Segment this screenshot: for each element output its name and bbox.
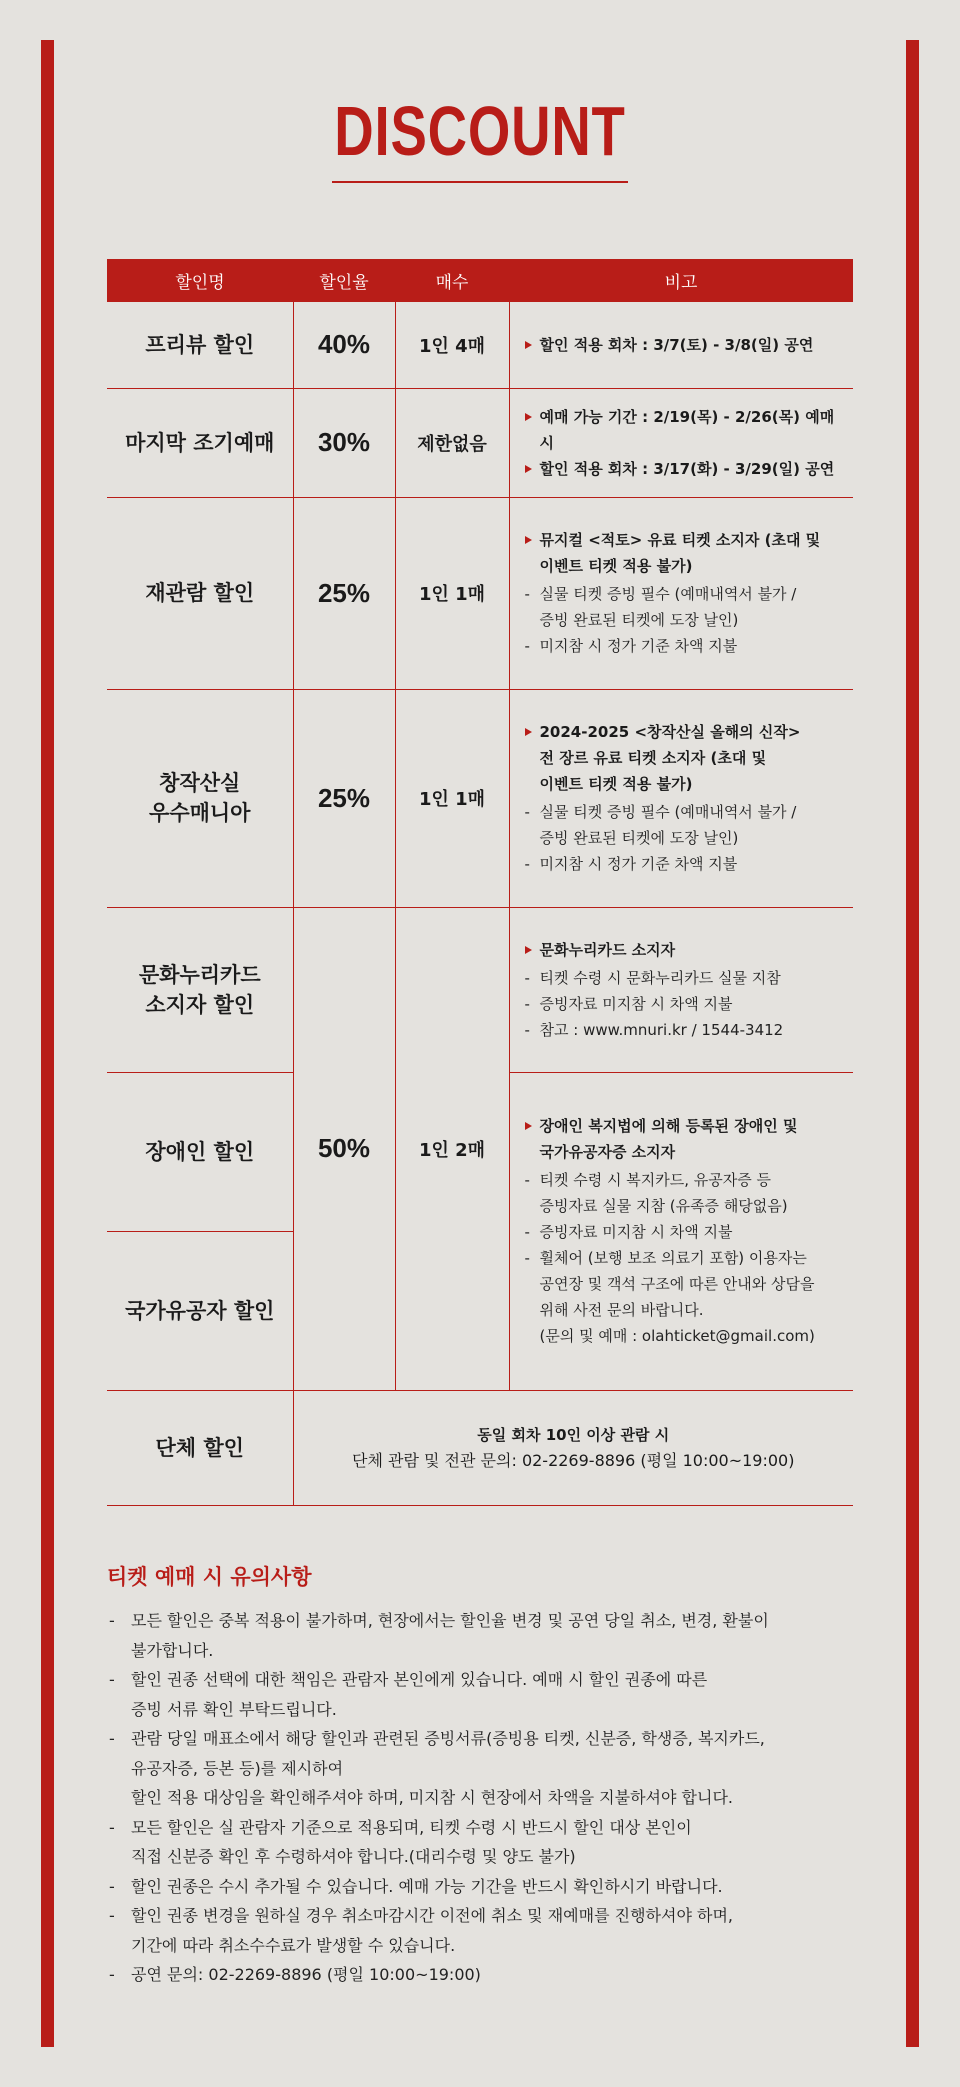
note-line: 증빙자료 실물 지참 (유족증 해당없음) xyxy=(539,1197,788,1215)
notice-item xyxy=(107,1665,827,1724)
table-row-preview xyxy=(107,302,853,388)
note-line: 2024-2025 <창작산실 올해의 신작> xyxy=(539,723,801,741)
discount-name: 국가유공자 할인 xyxy=(107,1231,293,1390)
note-highlight xyxy=(525,527,850,579)
page-title: DISCOUNT xyxy=(334,92,626,170)
notice-line: 불가합니다. xyxy=(131,1640,214,1660)
note-line: - 휠체어 (보행 보조 의료기 포함) 이용자는 xyxy=(539,1249,807,1267)
note-line: 전 장르 유료 티켓 소지자 (초대 및 xyxy=(539,749,767,767)
note-line: 증빙 완료된 티켓에 도장 날인) xyxy=(539,611,739,629)
note-dash-item xyxy=(525,1245,850,1349)
discount-note xyxy=(509,1072,853,1390)
discount-note xyxy=(509,689,853,907)
discount-rate: 25% xyxy=(293,689,395,907)
note-dash-item: - 티켓 수령 시 문화누리카드 실물 지참 xyxy=(525,965,850,991)
header-rate: 할인율 xyxy=(293,259,395,302)
note-highlight: 할인 적용 회차 : 3/17(화) - 3/29(일) 공연 xyxy=(525,456,850,482)
notice-line: 유공자증, 등본 등)를 제시하여 xyxy=(131,1758,344,1778)
note-dash-item xyxy=(525,799,850,851)
note-line: 이벤트 티켓 적용 불가) xyxy=(539,557,693,575)
discount-rate: 30% xyxy=(293,388,395,497)
title-underline xyxy=(332,181,628,183)
note-highlight xyxy=(525,719,850,797)
table-row-last-early xyxy=(107,388,853,497)
notice-line: - 관람 당일 매표소에서 해당 할인과 관련된 증빙서류(증빙용 티켓, 신분증, 학생증, 복지카드, xyxy=(131,1729,765,1748)
note-line: - 실물 티켓 증빙 필수 (예매내역서 불가 / xyxy=(539,803,797,821)
notice-line: - 할인 권종 선택에 대한 책임은 관람자 본인에게 있습니다. 예매 시 할인 권종에 따른 xyxy=(131,1670,708,1689)
note-dash-item: - 참고 : www.mnuri.kr / 1544-3412 xyxy=(525,1017,850,1043)
note-dash-item xyxy=(525,1167,850,1219)
discount-note xyxy=(509,388,853,497)
note-line: - 티켓 수령 시 복지카드, 유공자증 등 xyxy=(539,1171,771,1189)
group-discount-title: 동일 회차 10인 이상 관람 시 xyxy=(477,1425,670,1444)
name-line: 문화누리카드 xyxy=(138,962,261,987)
discount-note xyxy=(509,302,853,388)
note-line: 공연장 및 객석 구조에 따른 안내와 상담을 xyxy=(539,1275,815,1293)
discount-name: 재관람 할인 xyxy=(107,497,293,689)
discount-note xyxy=(509,907,853,1072)
name-line: 우수매니아 xyxy=(149,801,251,825)
note-highlight: 할인 적용 회차 : 3/7(토) - 3/8(일) 공연 xyxy=(525,332,850,358)
notice-line: - 모든 할인은 실 관람자 기준으로 적용되며, 티켓 수령 시 반드시 할인 대상 본인이 xyxy=(131,1817,692,1837)
note-line: 장애인 복지법에 의해 등록된 장애인 및 xyxy=(539,1117,798,1135)
notice-item xyxy=(107,1724,827,1813)
ticket-limit: 1인 1매 xyxy=(395,497,509,689)
notice-line: 기간에 따라 취소수수료가 발생할 수 있습니다. xyxy=(131,1935,456,1955)
table-row-changjak xyxy=(107,689,853,907)
group-discount-info xyxy=(293,1390,853,1505)
discount-rate: 40% xyxy=(293,302,395,388)
discount-name xyxy=(107,689,293,907)
header-qty: 매수 xyxy=(395,259,509,302)
note-dash-item: - 미지참 시 정가 기준 차액 지불 xyxy=(525,851,850,877)
ticket-limit: 1인 1매 xyxy=(395,689,509,907)
left-border-bar xyxy=(41,40,54,2047)
ticket-limit-shared: 1인 2매 xyxy=(395,907,509,1390)
notice-item xyxy=(107,1606,827,1665)
discount-name: 프리뷰 할인 xyxy=(107,302,293,388)
notice-line: - 공연 문의: 02-2269-8896 (평일 10:00~19:00) xyxy=(131,1965,481,1984)
notice-line: - 할인 권종 변경을 원하실 경우 취소마감시간 이전에 취소 및 재예매를 진행하셔야 하며, xyxy=(131,1906,733,1925)
notice-line: - 할인 권종은 수시 추가될 수 있습니다. 예매 가능 기간을 반드시 확인하시기 바랍니다. xyxy=(131,1876,723,1896)
name-line: 소지자 할인 xyxy=(145,992,255,1017)
notice-item xyxy=(107,1872,827,1902)
right-border-bar xyxy=(906,40,919,2047)
discount-rate-shared: 50% xyxy=(293,907,395,1390)
discount-name: 장애인 할인 xyxy=(107,1072,293,1231)
name-line: 창작산실 xyxy=(159,771,241,795)
table-header-row xyxy=(107,259,853,302)
notice-title: 티켓 예매 시 유의사항 xyxy=(107,1565,312,1589)
header-name: 할인명 xyxy=(107,259,293,302)
discount-table xyxy=(107,259,853,1506)
note-highlight xyxy=(525,1113,850,1165)
note-line: 증빙 완료된 티켓에 도장 날인) xyxy=(539,829,739,847)
header-note: 비고 xyxy=(509,259,853,302)
discount-name: 마지막 조기예매 xyxy=(107,388,293,497)
note-line: 이벤트 티켓 적용 불가) xyxy=(539,775,693,793)
note-dash-item: - 증빙자료 미지참 시 차액 지불 xyxy=(525,991,850,1017)
note-line: - 실물 티켓 증빙 필수 (예매내역서 불가 / xyxy=(539,585,797,603)
note-line: (문의 및 예매 : olahticket@gmail.com) xyxy=(539,1327,815,1345)
note-line: 국가유공자증 소지자 xyxy=(539,1143,676,1161)
notice-line: 직접 신분증 확인 후 수령하셔야 합니다.(대리수령 및 양도 불가) xyxy=(131,1847,576,1866)
note-highlight: 문화누리카드 소지자 xyxy=(525,937,850,963)
note-line: 위해 사전 문의 바랍니다. xyxy=(539,1301,704,1319)
discount-note xyxy=(509,497,853,689)
note-dash-item: - 증빙자료 미지참 시 차액 지불 xyxy=(525,1219,850,1245)
table-row-revisit xyxy=(107,497,853,689)
notice-item xyxy=(107,1901,827,1960)
discount-name xyxy=(107,907,293,1072)
table-row-culture-card xyxy=(107,907,853,1072)
notice-line: - 모든 할인은 중복 적용이 불가하며, 현장에서는 할인율 변경 및 공연 당일 취소, 변경, 환불이 xyxy=(131,1611,769,1630)
ticket-limit: 제한없음 xyxy=(395,388,509,497)
notice-item xyxy=(107,1813,827,1872)
notice-item xyxy=(107,1960,827,1990)
note-dash-item xyxy=(525,581,850,633)
notice-line: 할인 적용 대상임을 확인해주셔야 하며, 미지참 시 현장에서 차액을 지불하셔야 합니다. xyxy=(131,1788,733,1807)
discount-name: 단체 할인 xyxy=(107,1390,293,1505)
discount-rate: 25% xyxy=(293,497,395,689)
table-row-group xyxy=(107,1390,853,1505)
group-discount-contact: 단체 관람 및 전관 문의: 02-2269-8896 (평일 10:00~19:00) xyxy=(352,1450,795,1470)
ticket-limit: 1인 4매 xyxy=(395,302,509,388)
note-line: 뮤지컬 <적토> 유료 티켓 소지자 (초대 및 xyxy=(539,531,821,549)
note-dash-item: - 미지참 시 정가 기준 차액 지불 xyxy=(525,633,850,659)
notice-line: 증빙 서류 확인 부탁드립니다. xyxy=(131,1699,337,1719)
booking-notice xyxy=(107,1562,827,1990)
note-highlight: 예매 가능 기간 : 2/19(목) - 2/26(목) 예매 시 xyxy=(525,404,850,456)
